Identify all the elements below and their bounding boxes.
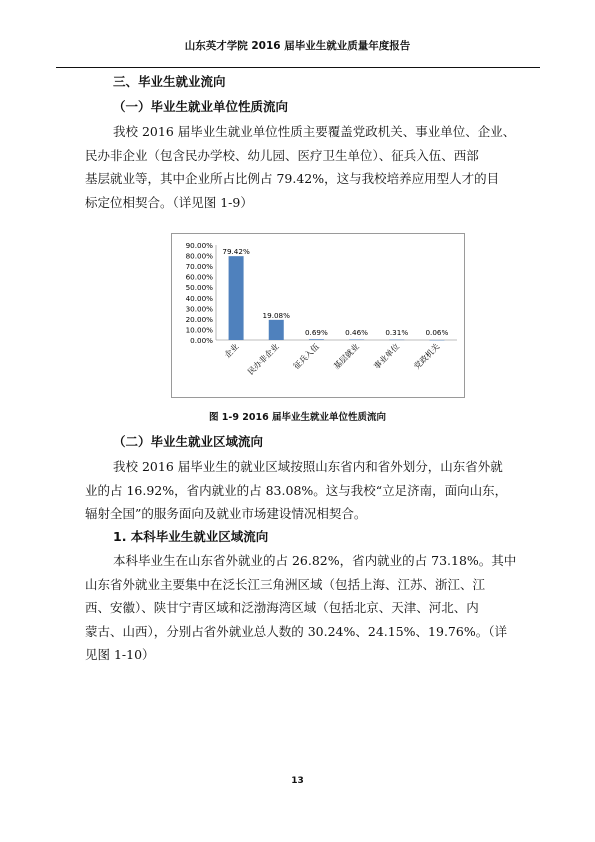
y-tick-label: 30.00%	[185, 304, 213, 314]
y-tick-label: 0.00%	[190, 336, 213, 345]
section-title: 三、毕业生就业流向	[113, 74, 226, 89]
bar-value-label: 0.31%	[385, 328, 409, 337]
category-label: 征兵入伍	[291, 342, 321, 372]
page-header: 山东英才学院 2016 届毕业生就业质量年度报告	[184, 40, 411, 52]
bar-value-label: 0.69%	[304, 328, 328, 337]
paragraph-line: 民办非企业（包含民办学校、幼儿园、医疗卫生单位）、征兵入伍、西部	[85, 147, 479, 163]
paragraph-line: 业的占 16.92%，省内就业的占 83.08%。这与我校“立足济南，面向山东，	[85, 482, 508, 498]
y-tick-label: 10.00%	[185, 325, 213, 335]
bar	[229, 256, 244, 340]
paragraph-line: 我校 2016 届毕业生的就业区域按照山东省内和省外划分，山东省外就	[113, 459, 503, 474]
subsection-title-2: （二）毕业生就业区域流向	[113, 434, 264, 449]
y-tick-label: 50.00%	[185, 283, 213, 293]
paragraph-line: 本科毕业生在山东省外就业的占 26.82%，省内就业的占 73.18%。其中	[113, 553, 517, 568]
paragraph-line: 西、安徽）、陕甘宁青区域和泛渤海湾区域（包括北京、天津、河北、内	[85, 600, 479, 615]
subsection-title-1: （一）毕业生就业单位性质流向	[113, 99, 289, 114]
y-tick-label: 20.00%	[185, 314, 213, 324]
page-number: 13	[291, 776, 304, 786]
y-tick-label: 70.00%	[185, 262, 213, 272]
paragraph-line: 山东省外就业主要集中在泛长江三角洲区域（包括上海、江苏、浙江、江	[85, 576, 486, 592]
subsection-title-3: 1. 本科毕业生就业区域流向	[113, 529, 269, 544]
bar-chart-svg	[172, 234, 464, 397]
figure-caption: 图 1-9 2016 届毕业生就业单位性质流向	[208, 412, 387, 423]
paragraph-line: 我校 2016 届毕业生就业单位性质主要覆盖党政机关、事业单位、企业、	[113, 124, 516, 139]
header-rule	[56, 67, 540, 68]
category-label: 基层就业	[332, 342, 361, 372]
paragraph-2	[85, 455, 540, 526]
y-tick-label: 80.00%	[185, 251, 213, 261]
bar-value-label: 79.42%	[222, 247, 250, 257]
bar	[269, 320, 284, 340]
bar-value-label: 0.46%	[345, 328, 369, 337]
paragraph-line: 见图 1-10）	[85, 647, 155, 662]
category-label: 党政机关	[412, 342, 442, 372]
category-label: 企业	[222, 342, 241, 360]
paragraph-1	[85, 120, 540, 214]
bar	[309, 339, 324, 340]
paragraph-line: 蒙古、山西），分别占省外就业总人数的 30.24%、24.15%、19.76%。（详	[85, 623, 507, 639]
y-tick-label: 40.00%	[185, 293, 213, 303]
paragraph-line: 标定位相契合。（详见图 1-9）	[85, 194, 253, 210]
bar-value-label: 0.06%	[425, 328, 449, 337]
bar-chart	[171, 233, 465, 398]
paragraph-line: 基层就业等，其中企业所占比例占 79.42%，这与我校培养应用型人才的目	[85, 171, 500, 186]
y-tick-label: 90.00%	[185, 241, 213, 250]
y-tick-label: 60.00%	[185, 272, 213, 282]
bar-value-label: 19.08%	[262, 310, 290, 320]
category-label: 民办非企业	[246, 342, 281, 377]
category-label: 事业单位	[372, 342, 402, 372]
paragraph-line: 辐射全国”的服务面向及就业市场建设情况相契合。	[85, 506, 367, 521]
paragraph-3	[85, 549, 540, 667]
